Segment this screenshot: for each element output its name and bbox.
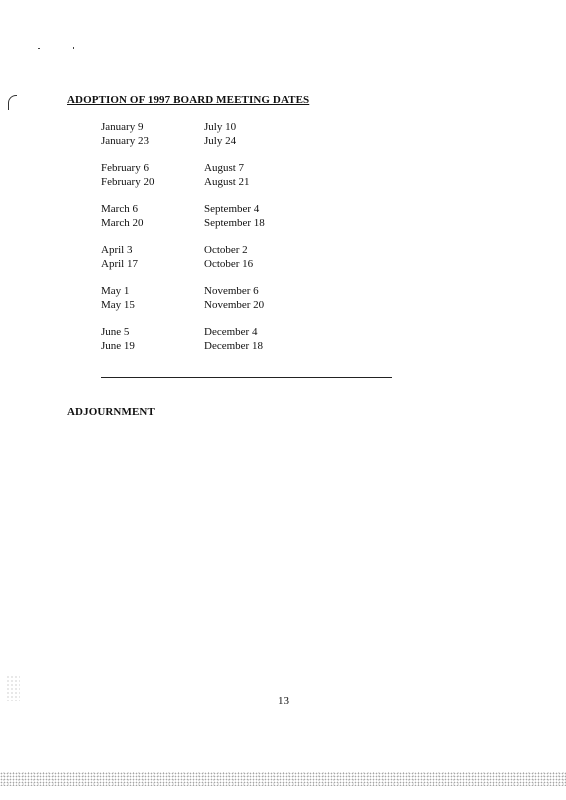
date-column-right <box>204 202 314 230</box>
horizontal-divider <box>101 377 392 378</box>
date-column-right <box>204 120 314 148</box>
meeting-dates-list <box>101 120 321 366</box>
date-group <box>101 120 321 148</box>
date-column-right <box>204 284 314 312</box>
date-item: January 9 <box>101 121 144 133</box>
date-item: August 7 <box>204 162 245 174</box>
date-item: June 5 <box>101 326 130 338</box>
date-item: March 20 <box>101 217 144 229</box>
date-item: October 2 <box>204 244 248 256</box>
margin-bracket-mark <box>8 95 17 110</box>
date-group <box>101 243 321 271</box>
date-item: December 4 <box>204 326 258 338</box>
date-item: September 18 <box>204 217 265 229</box>
date-item: August 21 <box>204 176 250 188</box>
scan-speck <box>73 47 74 49</box>
date-item: October 16 <box>204 258 254 270</box>
date-column-left <box>101 243 204 271</box>
section-heading-adjournment: ADJOURNMENT <box>67 406 155 418</box>
date-column-right <box>204 325 314 353</box>
date-column-left <box>101 325 204 353</box>
date-item: April 3 <box>101 244 133 256</box>
scan-speck <box>38 48 40 49</box>
date-item: December 18 <box>204 340 263 352</box>
date-item: May 1 <box>101 285 130 297</box>
date-item: November 6 <box>204 285 259 297</box>
date-column-left <box>101 202 204 230</box>
date-item: April 17 <box>101 258 138 270</box>
section-heading-adoption: ADOPTION OF 1997 BOARD MEETING DATES <box>67 94 310 106</box>
date-column-left <box>101 120 204 148</box>
date-item: July 10 <box>204 121 237 133</box>
date-group <box>101 202 321 230</box>
date-item: September 4 <box>204 203 260 215</box>
page-number: 13 <box>278 695 289 707</box>
date-group <box>101 161 321 189</box>
date-column-left <box>101 161 204 189</box>
date-item: February 20 <box>101 176 155 188</box>
date-column-right <box>204 243 314 271</box>
date-item: February 6 <box>101 162 149 174</box>
date-group <box>101 325 321 353</box>
date-group <box>101 284 321 312</box>
date-item: June 19 <box>101 340 135 352</box>
date-item: May 15 <box>101 299 135 311</box>
date-item: January 23 <box>101 135 149 147</box>
date-column-right <box>204 161 314 189</box>
scan-noise-bottom <box>0 772 566 786</box>
date-item: July 24 <box>204 135 237 147</box>
scan-noise-left <box>6 675 20 701</box>
date-item: November 20 <box>204 299 265 311</box>
date-column-left <box>101 284 204 312</box>
date-item: March 6 <box>101 203 138 215</box>
